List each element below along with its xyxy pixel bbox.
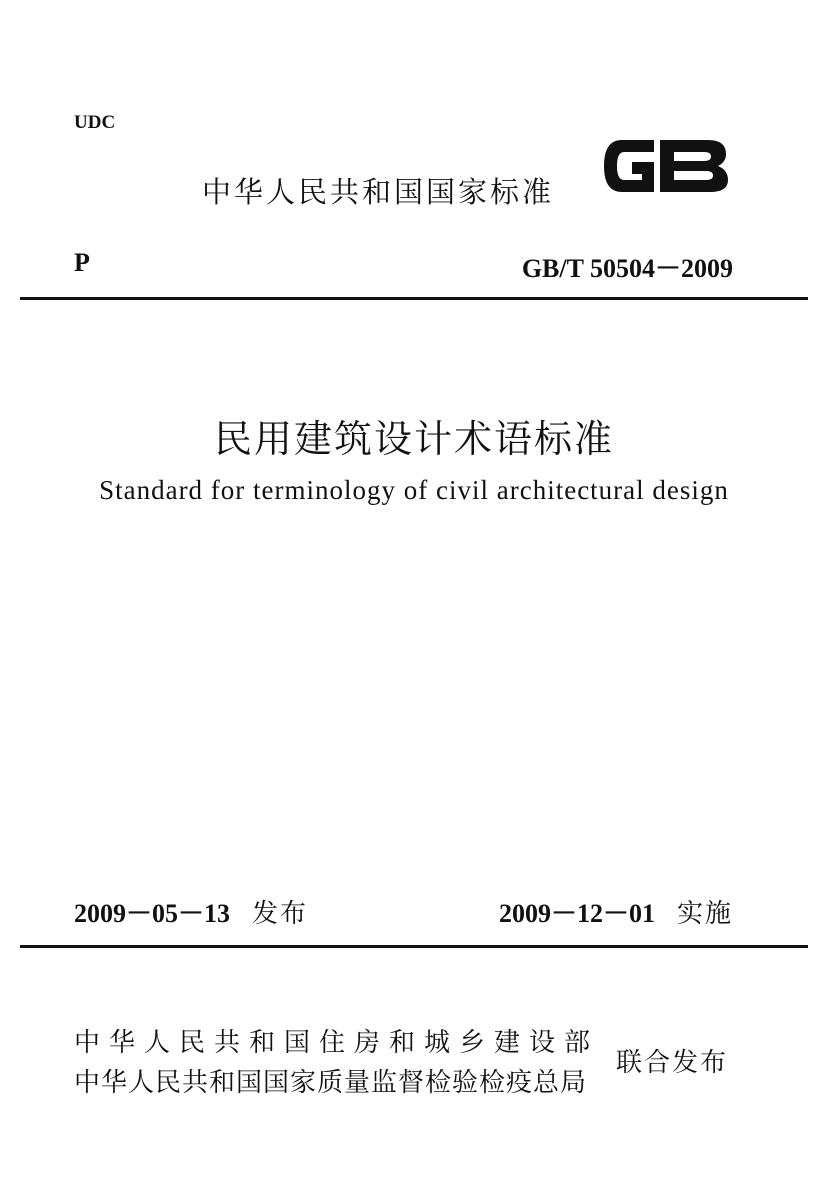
implement-date-block — [499, 893, 733, 930]
gb-logo-icon — [598, 130, 734, 202]
ccs-category: P — [74, 248, 90, 277]
top-divider — [20, 297, 808, 300]
issue-word: 发布 — [252, 899, 309, 929]
gb-logo — [598, 130, 734, 202]
implement-date: 2009－12－01 — [498, 899, 655, 928]
bottom-divider — [20, 945, 808, 948]
national-standard-heading: 中华人民共和国国家标准 — [202, 175, 555, 209]
issue-date-block — [74, 893, 308, 930]
title-english: Standard for terminology of civil architectural design — [99, 475, 729, 505]
implement-word: 实施 — [676, 899, 733, 929]
joint-publish-label: 联合发布 — [616, 1048, 729, 1078]
issue-date: 2009－05－13 — [74, 899, 231, 928]
publisher-aqsiq: 中华人民共和国国家质量监督检验检疫总局 — [74, 1068, 588, 1098]
publisher-ministry: 中华人民共和国住房和城乡建设部 — [74, 1028, 600, 1058]
standard-code: GB/T 50504－2009 — [521, 254, 733, 283]
udc-label: UDC — [74, 112, 116, 133]
title-chinese: 民用建筑设计术语标准 — [213, 417, 614, 461]
